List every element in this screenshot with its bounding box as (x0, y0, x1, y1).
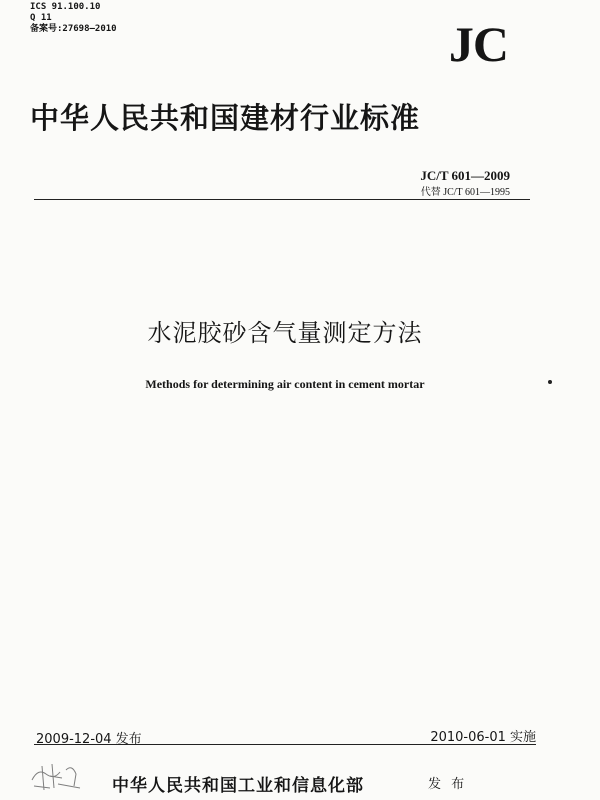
classification-code: Q 11 (30, 13, 52, 23)
jc-logo: JC (448, 16, 508, 72)
organization-name: 中华人民共和国建材行业标准 (30, 101, 421, 135)
issue-date: 2009-12-04 发布 (36, 732, 142, 747)
record-number: 备案号:27698—2010 (30, 24, 117, 34)
header-divider (34, 199, 530, 200)
standard-number: JC/T 601—2009 (420, 168, 510, 183)
implementation-date: 2010-06-01 实施 (430, 730, 536, 745)
stamp-mark (28, 760, 90, 794)
ics-code: ICS 91.100.10 (30, 2, 101, 12)
replaces-standard: 代替 JC/T 601—1995 (420, 187, 510, 198)
publisher-name: 中华人民共和国工业和信息化部 (112, 776, 364, 796)
title-english: Methods for determining air content in cement mortar (145, 377, 425, 391)
publish-label: 发 布 (428, 777, 468, 792)
title-chinese: 水泥胶砂含气量测定方法 (147, 319, 423, 347)
dot-mark (548, 380, 552, 384)
footer-divider (34, 744, 536, 745)
